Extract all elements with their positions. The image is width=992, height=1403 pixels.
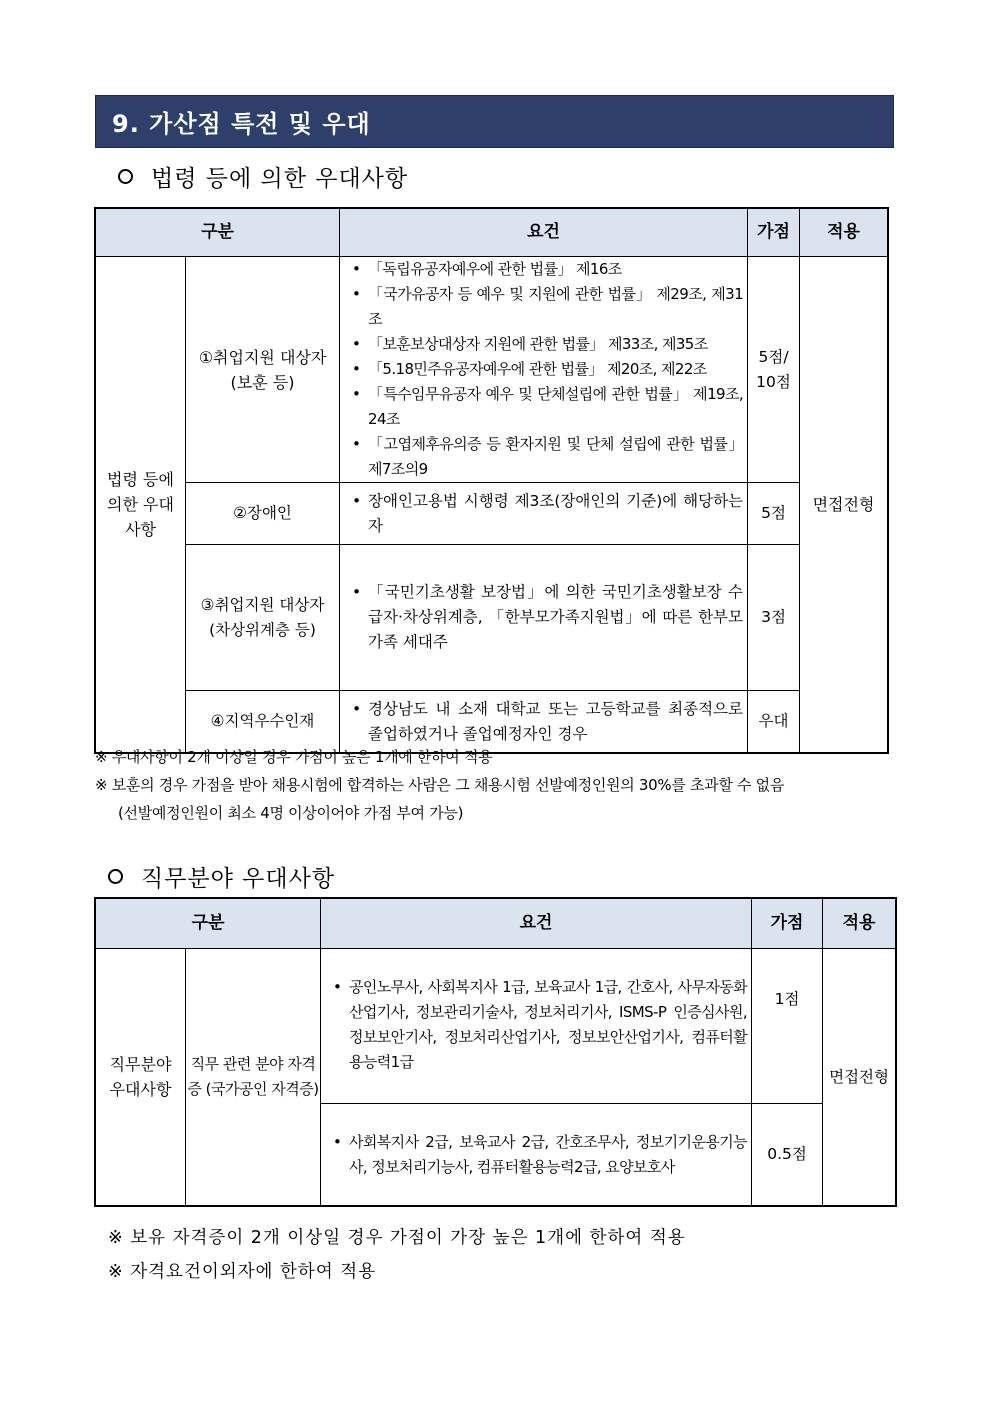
table-row [96,949,896,1104]
legal-table [95,208,888,753]
points-cell: 5점 [748,483,800,545]
requirement-cell [321,949,752,1104]
col-header-apply: 적용 [823,899,896,949]
list-item: • 장애인고용법 시행령 제3조(장애인의 기준)에 해당하는 자 [348,489,743,539]
list-item: • 경상남도 내 소재 대학교 또는 고등학교를 최종적으로 졸업하였거나 졸업예정자인 경우 [348,697,743,747]
table-row [96,483,888,545]
col-header-category: 구분 [96,209,340,257]
requirement-cell [321,1104,752,1206]
sub-category: ②장애인 [186,483,340,545]
category-main: 직무분야 우대사항 [96,949,186,1206]
job-note-1: ※ 보유 자격증이 2개 이상일 경우 가점이 가장 높은 1개에 한하여 적용 [108,1228,686,1248]
apply-cell: 면접전형 [800,257,888,753]
job-note-2: ※ 자격요건이외자에 한하여 적용 [108,1262,377,1282]
table-row [96,545,888,691]
apply-cell: 면접전형 [823,949,896,1206]
category-main: 법령 등에 의한 우대사항 [96,257,186,753]
requirement-cell [340,691,748,753]
legal-note-2: ※ 보훈의 경우 가점을 받아 채용시험에 합격하는 사람은 그 채용시험 선발예정인원의 30%를 초과할 수 없음 [95,776,785,794]
list-item: • 사회복지사 2급, 보육교사 2급, 간호조무사, 정보기기운용기능사, 정보처리기능사, 컴퓨터활용능력2급, 요양보호사 [329,1130,747,1180]
legal-heading-text: 법령 등에 의한 우대사항 [151,166,409,192]
job-heading-text: 직무분야 우대사항 [141,866,336,892]
requirement-cell [340,545,748,691]
sub-category: ①취업지원 대상자 (보훈 등) [186,257,340,483]
col-header-apply: 적용 [800,209,888,257]
col-header-points: 가점 [748,209,800,257]
section-title: 9. 가산점 특전 및 우대 [112,110,371,138]
points-cell: 우대 [748,691,800,753]
points-cell: 1점 [752,949,823,1104]
list-item: • 「국가유공자 등 예우 및 지원에 관한 법률」 제29조, 제31조 [348,282,743,332]
col-header-points: 가점 [752,899,823,949]
legal-note-1: ※ 우대사항이 2개 이상일 경우 가점이 높은 1개에 한하여 적용 [95,748,493,766]
circle-bullet-icon [108,869,123,884]
list-item: • 「특수임무유공자 예우 및 단체설립에 관한 법률」 제19조, 24조 [348,382,743,432]
sub-category: ③취업지원 대상자 (차상위계층 등) [186,545,340,691]
circle-bullet-icon [118,169,133,184]
list-item: • 「국민기초생활 보장법」에 의한 국민기초생활보장 수급자·차상위계층, 「한부모가족지원법」에 따른 한부모가족 세대주 [348,580,743,655]
table-row [96,691,888,753]
sub-category: ④지역우수인재 [186,691,340,753]
points-cell: 3점 [748,545,800,691]
table-row [96,257,888,483]
points-cell: 5점/ 10점 [748,257,800,483]
col-header-requirement: 요건 [321,899,752,949]
legal-heading [118,160,408,193]
requirement-cell [340,483,748,545]
list-item: • 「보훈보상대상자 지원에 관한 법률」 제33조, 제35조 [348,332,743,357]
job-table [95,898,896,1206]
col-header-category: 구분 [96,899,321,949]
list-item: • 공인노무사, 사회복지사 1급, 보육교사 1급, 간호사, 사무자동화산업기사, 정보관리기술사, 정보처리기사, ISMS-P 인증심사원, 정보보안기사, 정보처리산업기사, 정보보안산업기사, 컴퓨터활용능력1급 [329,975,747,1075]
legal-note-3: (선발예정인원이 최소 4명 이상이어야 가점 부여 가능) [118,804,464,822]
section-title-bar [95,95,894,148]
list-item: • 「독립유공자예우에 관한 법률」 제16조 [348,257,743,282]
list-item: • 「고엽제후유의증 등 환자지원 및 단체 설립에 관한 법률」 제7조의9 [348,432,743,482]
sub-category: 직무 관련 분야 자격증 (국가공인 자격증) [186,949,321,1206]
points-cell: 0.5점 [752,1104,823,1206]
col-header-requirement: 요건 [340,209,748,257]
list-item: • 「5.18민주유공자예우에 관한 법률」 제20조, 제22조 [348,357,743,382]
job-heading [108,860,335,893]
requirement-cell [340,257,748,483]
